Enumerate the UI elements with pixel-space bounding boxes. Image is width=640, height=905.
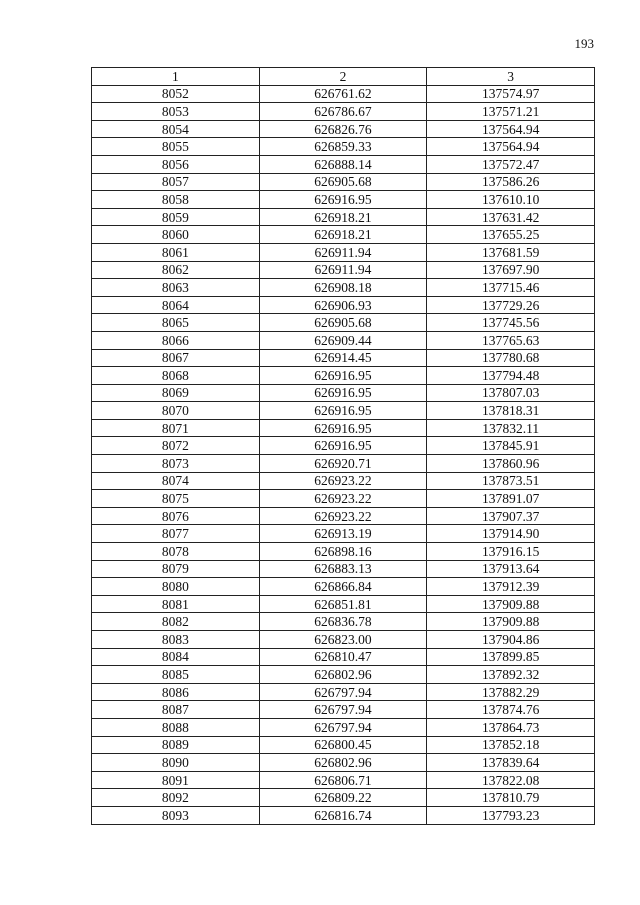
- y-coordinate-cell: 137882.29: [427, 683, 595, 701]
- point-number-cell: 8087: [92, 701, 260, 719]
- x-coordinate-cell: 626918.21: [259, 208, 427, 226]
- x-coordinate-cell: 626806.71: [259, 771, 427, 789]
- y-coordinate-cell: 137892.32: [427, 666, 595, 684]
- point-number-cell: 8070: [92, 402, 260, 420]
- point-number-cell: 8069: [92, 384, 260, 402]
- column-header-2: 2: [259, 68, 427, 86]
- point-number-cell: 8092: [92, 789, 260, 807]
- table-header-row: [92, 68, 595, 86]
- x-coordinate-cell: 626797.94: [259, 718, 427, 736]
- table-row: [92, 525, 595, 543]
- y-coordinate-cell: 137852.18: [427, 736, 595, 754]
- x-coordinate-cell: 626916.95: [259, 402, 427, 420]
- y-coordinate-cell: 137765.63: [427, 331, 595, 349]
- point-number-cell: 8053: [92, 103, 260, 121]
- y-coordinate-cell: 137899.85: [427, 648, 595, 666]
- table-row: [92, 806, 595, 824]
- y-coordinate-cell: 137891.07: [427, 490, 595, 508]
- point-number-cell: 8062: [92, 261, 260, 279]
- table-row: [92, 648, 595, 666]
- coordinates-table: [91, 67, 595, 825]
- y-coordinate-cell: 137916.15: [427, 543, 595, 561]
- table-row: [92, 543, 595, 561]
- y-coordinate-cell: 137571.21: [427, 103, 595, 121]
- point-number-cell: 8052: [92, 85, 260, 103]
- y-coordinate-cell: 137793.23: [427, 806, 595, 824]
- column-header-3: 3: [427, 68, 595, 86]
- y-coordinate-cell: 137909.88: [427, 595, 595, 613]
- y-coordinate-cell: 137681.59: [427, 243, 595, 261]
- x-coordinate-cell: 626905.68: [259, 314, 427, 332]
- x-coordinate-cell: 626823.00: [259, 631, 427, 649]
- table-row: [92, 243, 595, 261]
- point-number-cell: 8091: [92, 771, 260, 789]
- x-coordinate-cell: 626916.95: [259, 384, 427, 402]
- table-row: [92, 560, 595, 578]
- table-row: [92, 718, 595, 736]
- y-coordinate-cell: 137715.46: [427, 279, 595, 297]
- x-coordinate-cell: 626911.94: [259, 243, 427, 261]
- column-header-1: 1: [92, 68, 260, 86]
- point-number-cell: 8064: [92, 296, 260, 314]
- table-row: [92, 490, 595, 508]
- table-row: [92, 349, 595, 367]
- x-coordinate-cell: 626909.44: [259, 331, 427, 349]
- x-coordinate-cell: 626809.22: [259, 789, 427, 807]
- table-row: [92, 173, 595, 191]
- table-row: [92, 472, 595, 490]
- point-number-cell: 8059: [92, 208, 260, 226]
- y-coordinate-cell: 137780.68: [427, 349, 595, 367]
- point-number-cell: 8067: [92, 349, 260, 367]
- x-coordinate-cell: 626906.93: [259, 296, 427, 314]
- point-number-cell: 8074: [92, 472, 260, 490]
- point-number-cell: 8054: [92, 120, 260, 138]
- point-number-cell: 8076: [92, 507, 260, 525]
- table-row: [92, 771, 595, 789]
- table-row: [92, 261, 595, 279]
- point-number-cell: 8081: [92, 595, 260, 613]
- point-number-cell: 8085: [92, 666, 260, 684]
- table-row: [92, 613, 595, 631]
- table-row: [92, 155, 595, 173]
- y-coordinate-cell: 137729.26: [427, 296, 595, 314]
- table-row: [92, 384, 595, 402]
- table-row: [92, 631, 595, 649]
- point-number-cell: 8060: [92, 226, 260, 244]
- point-number-cell: 8058: [92, 191, 260, 209]
- y-coordinate-cell: 137832.11: [427, 419, 595, 437]
- point-number-cell: 8065: [92, 314, 260, 332]
- x-coordinate-cell: 626923.22: [259, 472, 427, 490]
- y-coordinate-cell: 137912.39: [427, 578, 595, 596]
- x-coordinate-cell: 626802.96: [259, 666, 427, 684]
- point-number-cell: 8082: [92, 613, 260, 631]
- table-row: [92, 191, 595, 209]
- x-coordinate-cell: 626905.68: [259, 173, 427, 191]
- point-number-cell: 8077: [92, 525, 260, 543]
- x-coordinate-cell: 626923.22: [259, 490, 427, 508]
- y-coordinate-cell: 137745.56: [427, 314, 595, 332]
- point-number-cell: 8063: [92, 279, 260, 297]
- point-number-cell: 8079: [92, 560, 260, 578]
- x-coordinate-cell: 626836.78: [259, 613, 427, 631]
- y-coordinate-cell: 137610.10: [427, 191, 595, 209]
- y-coordinate-cell: 137904.86: [427, 631, 595, 649]
- y-coordinate-cell: 137631.42: [427, 208, 595, 226]
- y-coordinate-cell: 137655.25: [427, 226, 595, 244]
- table-row: [92, 683, 595, 701]
- x-coordinate-cell: 626916.95: [259, 191, 427, 209]
- y-coordinate-cell: 137818.31: [427, 402, 595, 420]
- table-row: [92, 208, 595, 226]
- y-coordinate-cell: 137845.91: [427, 437, 595, 455]
- table-row: [92, 437, 595, 455]
- y-coordinate-cell: 137574.97: [427, 85, 595, 103]
- table-row: [92, 85, 595, 103]
- point-number-cell: 8055: [92, 138, 260, 156]
- point-number-cell: 8083: [92, 631, 260, 649]
- y-coordinate-cell: 137839.64: [427, 754, 595, 772]
- point-number-cell: 8080: [92, 578, 260, 596]
- table-body: [92, 85, 595, 824]
- point-number-cell: 8073: [92, 455, 260, 473]
- table-row: [92, 279, 595, 297]
- x-coordinate-cell: 626908.18: [259, 279, 427, 297]
- y-coordinate-cell: 137564.94: [427, 120, 595, 138]
- point-number-cell: 8061: [92, 243, 260, 261]
- page-number: 193: [574, 36, 594, 51]
- x-coordinate-cell: 626826.76: [259, 120, 427, 138]
- x-coordinate-cell: 626913.19: [259, 525, 427, 543]
- point-number-cell: 8068: [92, 367, 260, 385]
- table-row: [92, 455, 595, 473]
- table-row: [92, 138, 595, 156]
- table-row: [92, 331, 595, 349]
- y-coordinate-cell: 137873.51: [427, 472, 595, 490]
- x-coordinate-cell: 626923.22: [259, 507, 427, 525]
- x-coordinate-cell: 626761.62: [259, 85, 427, 103]
- x-coordinate-cell: 626916.95: [259, 437, 427, 455]
- point-number-cell: 8086: [92, 683, 260, 701]
- y-coordinate-cell: 137572.47: [427, 155, 595, 173]
- y-coordinate-cell: 137913.64: [427, 560, 595, 578]
- x-coordinate-cell: 626914.45: [259, 349, 427, 367]
- y-coordinate-cell: 137874.76: [427, 701, 595, 719]
- y-coordinate-cell: 137822.08: [427, 771, 595, 789]
- table-row: [92, 666, 595, 684]
- y-coordinate-cell: 137909.88: [427, 613, 595, 631]
- y-coordinate-cell: 137697.90: [427, 261, 595, 279]
- point-number-cell: 8056: [92, 155, 260, 173]
- y-coordinate-cell: 137586.26: [427, 173, 595, 191]
- x-coordinate-cell: 626802.96: [259, 754, 427, 772]
- table-row: [92, 402, 595, 420]
- table-row: [92, 736, 595, 754]
- table-row: [92, 296, 595, 314]
- y-coordinate-cell: 137860.96: [427, 455, 595, 473]
- y-coordinate-cell: 137794.48: [427, 367, 595, 385]
- x-coordinate-cell: 626859.33: [259, 138, 427, 156]
- table-row: [92, 578, 595, 596]
- table-row: [92, 507, 595, 525]
- x-coordinate-cell: 626866.84: [259, 578, 427, 596]
- table-row: [92, 419, 595, 437]
- table-row: [92, 314, 595, 332]
- point-number-cell: 8078: [92, 543, 260, 561]
- x-coordinate-cell: 626916.95: [259, 367, 427, 385]
- point-number-cell: 8075: [92, 490, 260, 508]
- x-coordinate-cell: 626883.13: [259, 560, 427, 578]
- y-coordinate-cell: 137914.90: [427, 525, 595, 543]
- x-coordinate-cell: 626800.45: [259, 736, 427, 754]
- x-coordinate-cell: 626918.21: [259, 226, 427, 244]
- point-number-cell: 8089: [92, 736, 260, 754]
- x-coordinate-cell: 626797.94: [259, 683, 427, 701]
- point-number-cell: 8066: [92, 331, 260, 349]
- x-coordinate-cell: 626797.94: [259, 701, 427, 719]
- y-coordinate-cell: 137564.94: [427, 138, 595, 156]
- point-number-cell: 8072: [92, 437, 260, 455]
- point-number-cell: 8088: [92, 718, 260, 736]
- table-row: [92, 789, 595, 807]
- table-row: [92, 367, 595, 385]
- y-coordinate-cell: 137807.03: [427, 384, 595, 402]
- x-coordinate-cell: 626810.47: [259, 648, 427, 666]
- table-row: [92, 701, 595, 719]
- x-coordinate-cell: 626816.74: [259, 806, 427, 824]
- x-coordinate-cell: 626916.95: [259, 419, 427, 437]
- table-row: [92, 226, 595, 244]
- x-coordinate-cell: 626920.71: [259, 455, 427, 473]
- table-row: [92, 595, 595, 613]
- x-coordinate-cell: 626851.81: [259, 595, 427, 613]
- point-number-cell: 8093: [92, 806, 260, 824]
- point-number-cell: 8071: [92, 419, 260, 437]
- table-row: [92, 120, 595, 138]
- y-coordinate-cell: 137864.73: [427, 718, 595, 736]
- table-row: [92, 103, 595, 121]
- point-number-cell: 8057: [92, 173, 260, 191]
- point-number-cell: 8084: [92, 648, 260, 666]
- x-coordinate-cell: 626911.94: [259, 261, 427, 279]
- table-row: [92, 754, 595, 772]
- x-coordinate-cell: 626786.67: [259, 103, 427, 121]
- y-coordinate-cell: 137907.37: [427, 507, 595, 525]
- y-coordinate-cell: 137810.79: [427, 789, 595, 807]
- x-coordinate-cell: 626888.14: [259, 155, 427, 173]
- x-coordinate-cell: 626898.16: [259, 543, 427, 561]
- point-number-cell: 8090: [92, 754, 260, 772]
